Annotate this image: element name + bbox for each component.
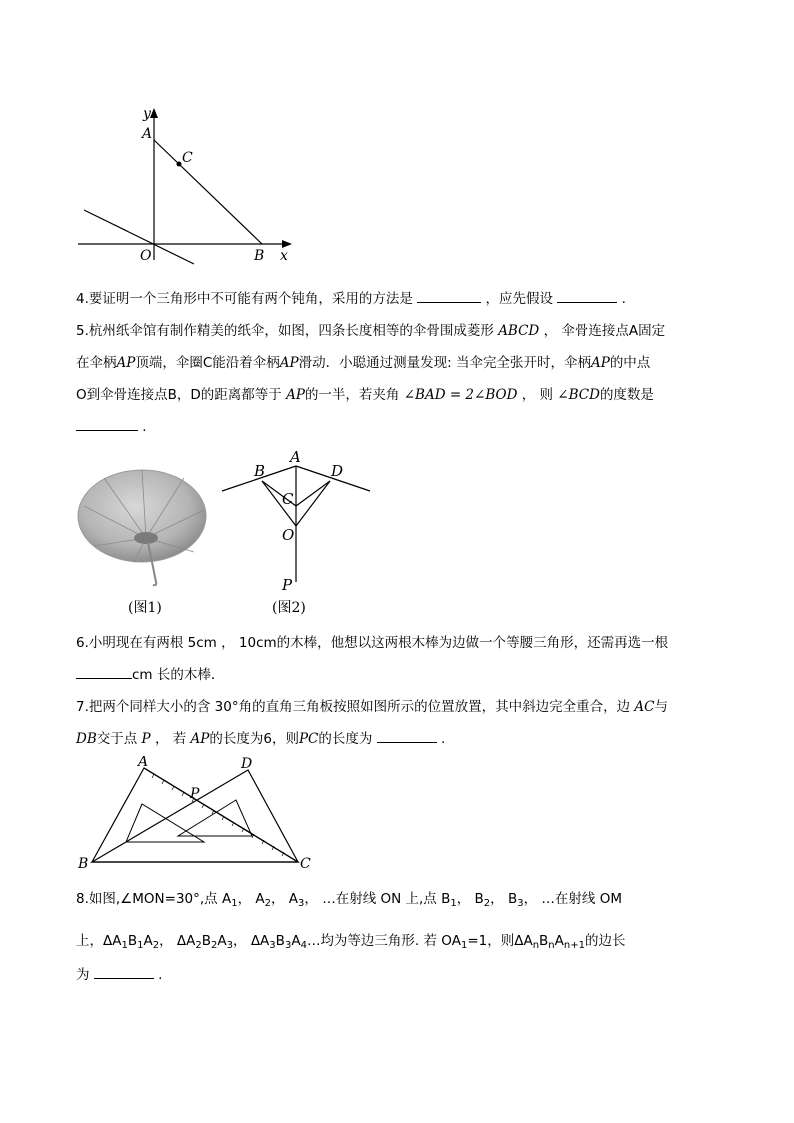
- label-d: D: [241, 756, 253, 772]
- subscript: 1: [450, 898, 457, 909]
- q5-math: AP: [116, 355, 136, 371]
- triangle-dbc: [92, 770, 298, 862]
- q5-text: 的度数是: [599, 387, 654, 403]
- q4-text-2: ，应先假设: [485, 291, 553, 307]
- q8-text: ， …在射线 ON 上,点 B: [304, 891, 451, 907]
- q8-text: ， …在射线 OM: [523, 891, 622, 907]
- q8-text: A: [143, 933, 153, 949]
- q7-text: 与: [654, 699, 668, 715]
- q8-text: B: [539, 933, 549, 949]
- subscript: 2: [211, 940, 218, 951]
- subscript: 1: [231, 898, 238, 909]
- label-o: O: [140, 248, 152, 264]
- ruler-line-ap: [144, 768, 298, 862]
- label-d: D: [331, 462, 344, 480]
- question-7-line-2: [76, 730, 445, 748]
- label-a: A: [142, 126, 153, 142]
- label-b: B: [78, 856, 89, 872]
- q8-text: A: [554, 933, 564, 949]
- q7-math: P: [141, 731, 151, 747]
- q7-math: AP: [190, 731, 210, 747]
- q7-end: .: [440, 731, 446, 747]
- q8-end: .: [158, 967, 163, 983]
- subscript: 3: [298, 898, 305, 909]
- question-8-line-1: [76, 890, 622, 913]
- segment-ab: [154, 140, 262, 244]
- figure-2-caption: (图2): [272, 600, 306, 616]
- q5-text: ， 伞骨连接点A固定: [543, 323, 666, 339]
- label-c: C: [300, 856, 311, 872]
- q5-text: 在伞柄: [76, 355, 117, 371]
- umbrella-canopy: [78, 470, 206, 562]
- q7-math: PC: [298, 731, 319, 747]
- q8-text: ， B: [456, 891, 484, 907]
- q7-text: ， 若: [154, 731, 187, 747]
- q5-text: ， 则: [521, 387, 553, 403]
- label-p: P: [190, 786, 200, 802]
- subscript: 3: [284, 940, 292, 951]
- q5-math: AP: [590, 355, 610, 371]
- q5-math: ∠BCD: [557, 387, 600, 403]
- q8-text: …均为等边三角形. 若 OA: [306, 933, 461, 949]
- subscript: 3: [226, 940, 234, 951]
- q5-text: 滑动．小聪通过测量发现: 当伞完全张开时，伞柄: [298, 355, 591, 371]
- subscript: 3: [269, 940, 276, 951]
- y-axis-arrow: [150, 108, 158, 118]
- figure-1-caption: (图1): [128, 600, 162, 616]
- q8-text: 为: [76, 967, 90, 983]
- question-4: [76, 290, 626, 308]
- label-b: B: [254, 462, 266, 480]
- q4-answer-blank-1[interactable]: [417, 290, 481, 303]
- question-7-line-1: [76, 698, 668, 716]
- subscript: 1: [137, 940, 144, 951]
- label-p: P: [282, 576, 293, 594]
- rib-dc: [296, 481, 330, 506]
- q4-answer-blank-2[interactable]: [557, 290, 617, 303]
- line-through-origin: [84, 210, 194, 264]
- triangle-rulers-figure: [74, 756, 324, 872]
- subscript: 2: [483, 898, 491, 909]
- subscript: n: [532, 940, 540, 951]
- q5-text: 顶端，伞圈C能沿着伞柄: [135, 355, 280, 371]
- q7-text: 交于点: [96, 731, 138, 747]
- q7-math: DB: [76, 731, 97, 747]
- coordinate-figure: [70, 100, 300, 270]
- q8-text: ， B: [490, 891, 518, 907]
- q8-text: A: [291, 933, 301, 949]
- q8-text: B: [127, 933, 138, 949]
- q4-text-1: 要证明一个三角形中不可能有两个钝角，采用的方法是: [88, 291, 413, 307]
- point-c: [177, 162, 182, 167]
- q8-text: =1，则ΔA: [467, 933, 533, 949]
- subscript: 3: [517, 898, 524, 909]
- q6-text: cm 长的木棒．: [132, 667, 225, 683]
- label-o: O: [282, 526, 295, 544]
- q5-text: 的一半，若夹角: [304, 387, 400, 403]
- q5-answer-blank[interactable]: [76, 418, 138, 431]
- q7-text: 的长度为6，则: [209, 731, 299, 747]
- q5-end: .: [142, 419, 147, 435]
- q8-text: ， A: [271, 891, 299, 907]
- subscript: 2: [152, 940, 160, 951]
- label-b: B: [254, 248, 265, 264]
- q7-text: 的长度为: [318, 731, 373, 747]
- question-6-line-1: [76, 634, 668, 652]
- q5-math: ∠BAD = 2∠BOD: [403, 387, 518, 403]
- label-a: A: [290, 448, 301, 466]
- subscript: n: [548, 940, 555, 951]
- label-c: C: [282, 490, 294, 508]
- q8-answer-blank[interactable]: [94, 966, 154, 979]
- q7-math: AC: [634, 699, 655, 715]
- q8-text: ， ΔA: [233, 933, 270, 949]
- label-c: C: [182, 150, 193, 166]
- q5-text: 的中点: [609, 355, 651, 371]
- triangle-abc: [92, 768, 298, 862]
- q6-text: 6.小明现在有两根 5cm ， 10cm的木棒，他想以这两根木棒为边做一个等腰三角形，还需再选一根: [76, 635, 669, 651]
- question-8-line-2: [76, 932, 625, 955]
- subscript: 2: [195, 940, 202, 951]
- q4-end: .: [621, 291, 626, 307]
- question-5-line-4: [76, 418, 147, 436]
- umbrella-hub: [134, 532, 158, 544]
- label-a: A: [138, 756, 149, 770]
- label-x: x: [280, 248, 288, 264]
- q7-answer-blank[interactable]: [377, 730, 437, 743]
- q8-text: B: [201, 933, 212, 949]
- question-5-line-2: [76, 354, 650, 372]
- umbrella-photo: [74, 466, 214, 590]
- subscript: 1: [121, 940, 128, 951]
- q8-text: A: [217, 933, 227, 949]
- subscript: 2: [264, 898, 271, 909]
- q8-text: ， ΔA: [159, 933, 196, 949]
- q5-math: AP: [286, 387, 305, 403]
- q8-text: 8.如图,∠MON=30°,点 A: [76, 891, 232, 907]
- q8-text: ， A: [237, 891, 265, 907]
- q4-number: 4.: [76, 291, 89, 307]
- q7-text: 7.把两个同样大小的含 30°角的直角三角板按照如图所示的位置放置，其中斜边完全重合，边: [76, 699, 631, 715]
- question-5-line-1: [76, 322, 665, 340]
- q6-answer-blank[interactable]: [76, 666, 132, 679]
- rib-od: [296, 481, 330, 526]
- q5-math: AP: [279, 355, 299, 371]
- question-6-line-2: [76, 666, 224, 684]
- q5-text: 5.杭州纸伞馆有制作精美的纸伞，如图，四条长度相等的伞骨围成菱形: [76, 323, 494, 339]
- x-axis-arrow: [282, 240, 292, 248]
- q8-text: B: [275, 933, 285, 949]
- label-y: y: [143, 106, 151, 122]
- question-5-line-3: [76, 386, 654, 404]
- subscript: 4: [300, 940, 307, 951]
- umbrella-diagram: [218, 448, 378, 594]
- question-8-line-3: [76, 966, 162, 984]
- subscript: n+1: [563, 940, 585, 951]
- q8-text: 的边长: [584, 933, 626, 949]
- subscript: 1: [460, 940, 468, 951]
- q5-math: ABCD: [498, 323, 540, 339]
- q5-text: O到伞骨连接点B，D的距离都等于: [76, 387, 282, 403]
- q8-text: 上，ΔA: [76, 933, 122, 949]
